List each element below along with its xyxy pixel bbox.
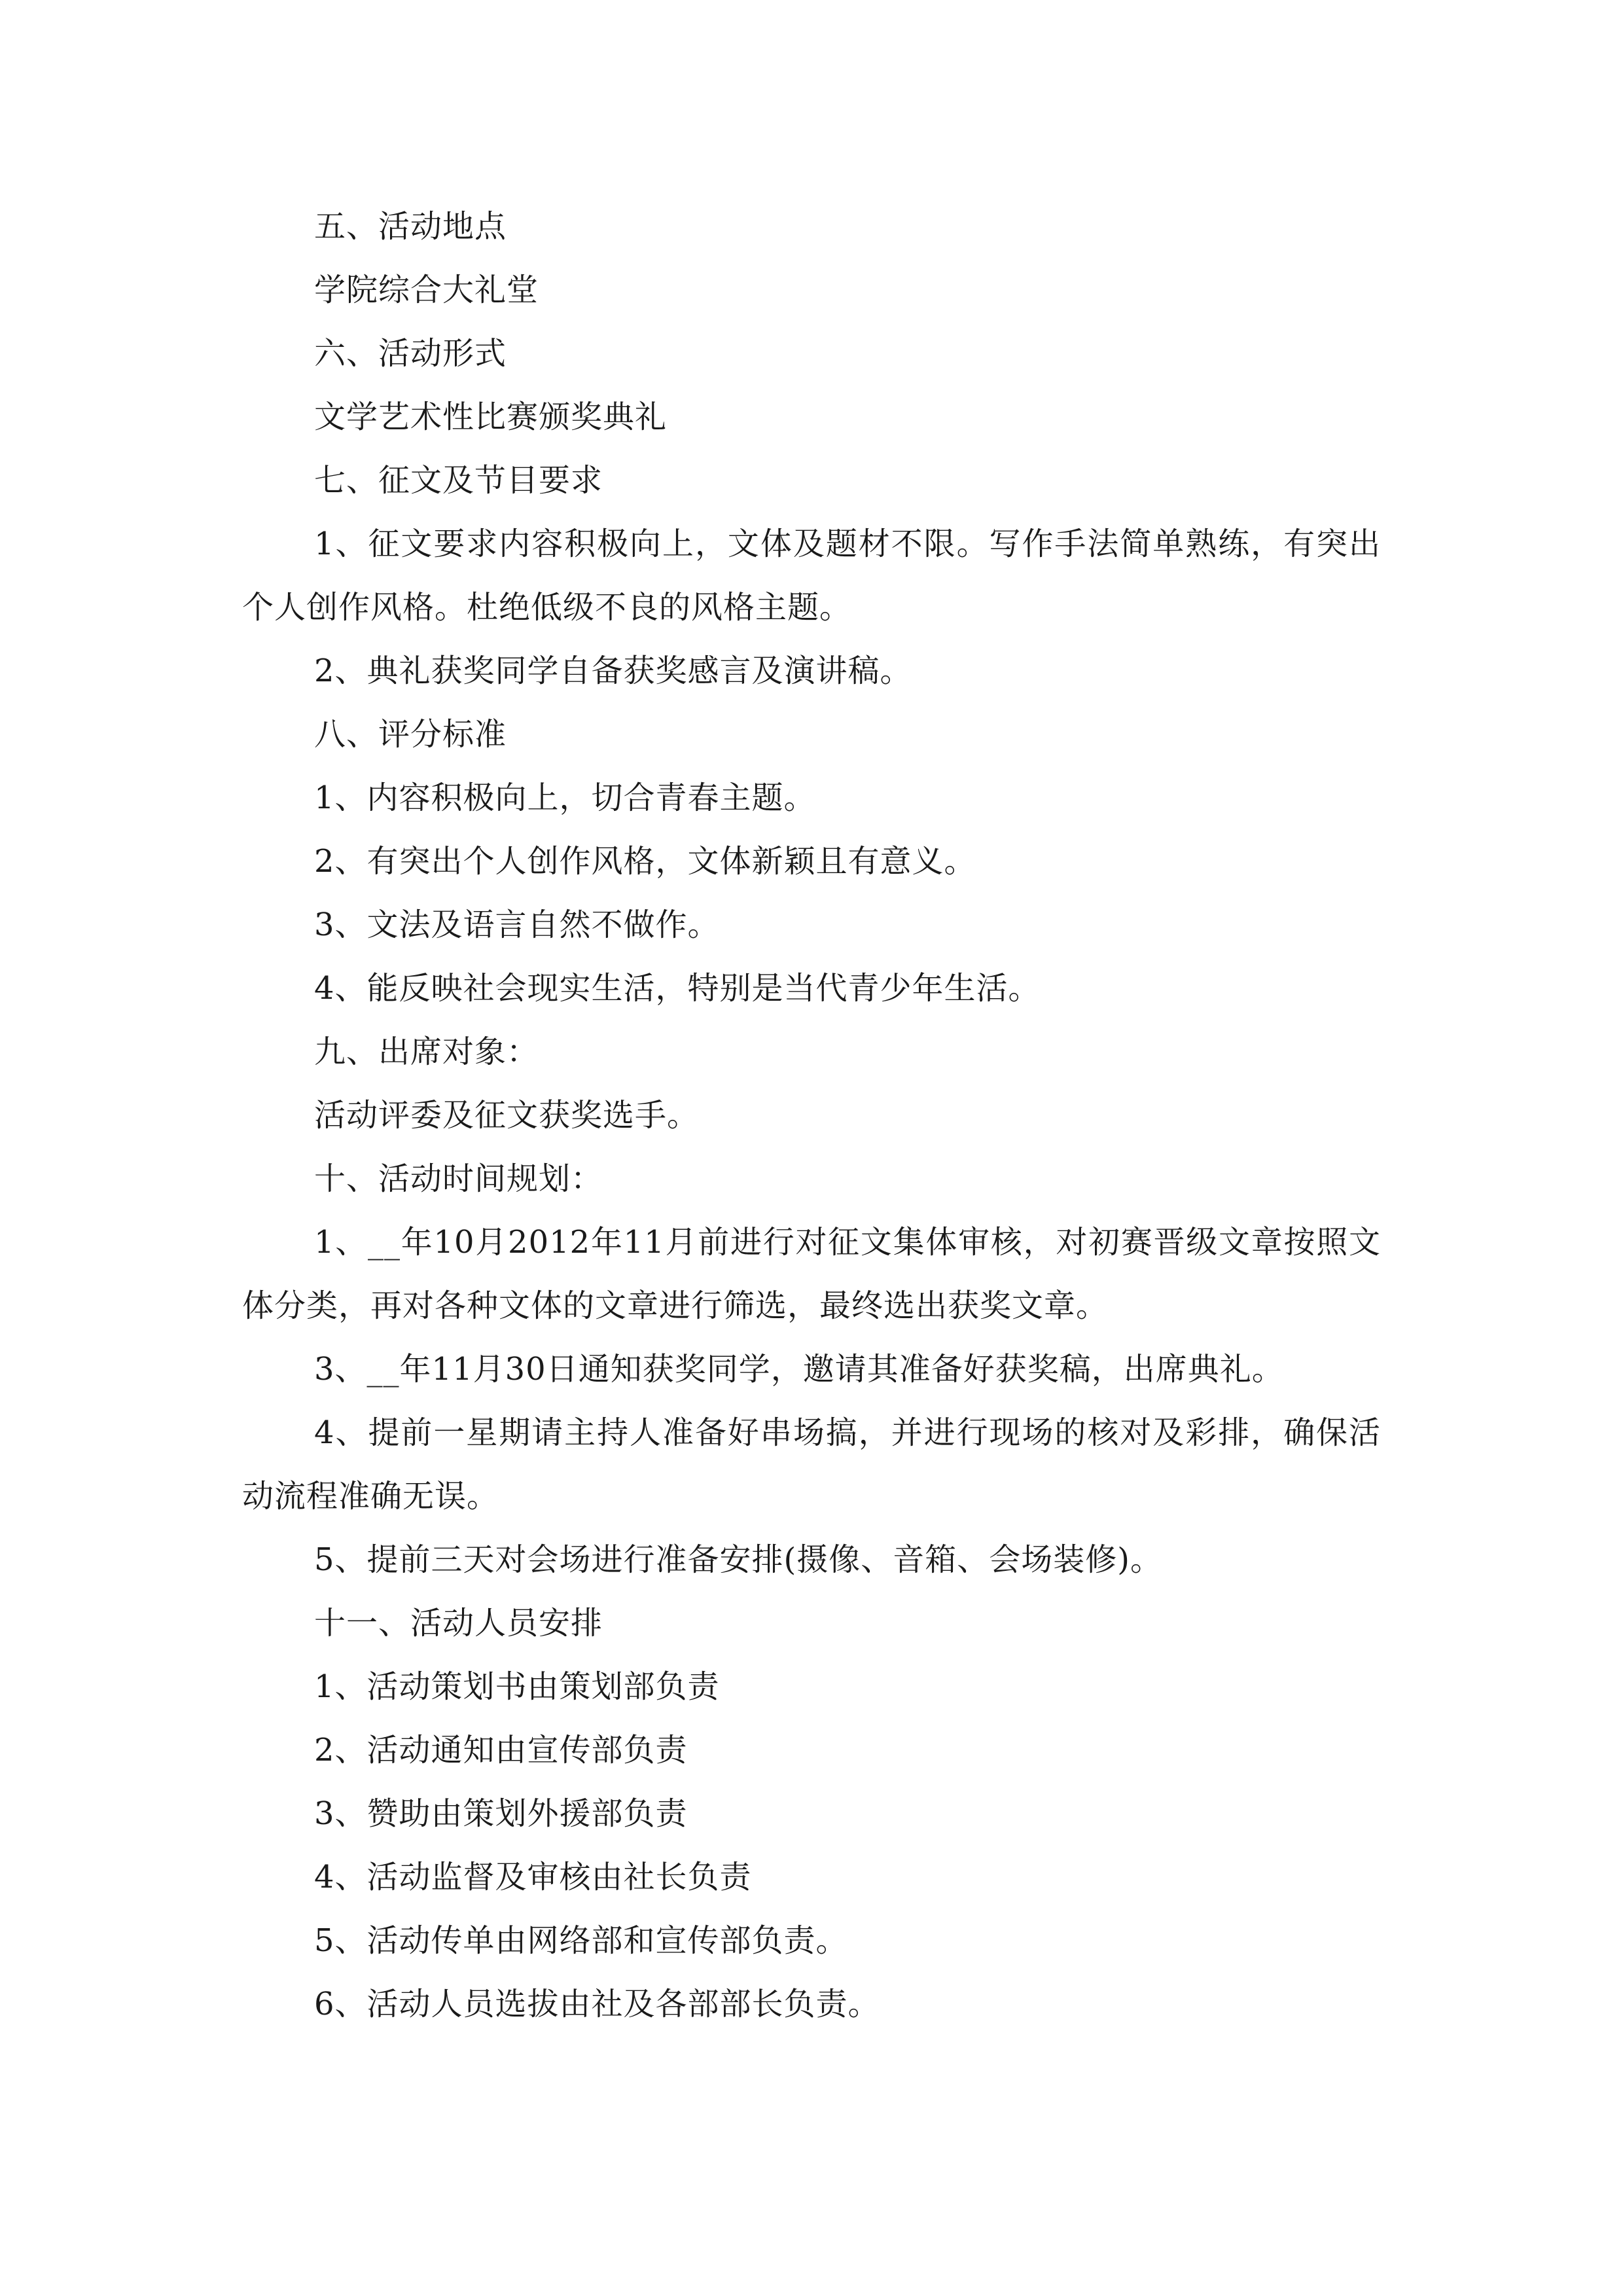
- heading-staffing: 十一、活动人员安排: [314, 1605, 603, 1641]
- paragraph: 5、活动传单由网络部和宣传部负责。: [314, 1922, 848, 1959]
- paragraph: 3、赞助由策划外援部负责: [314, 1795, 688, 1832]
- paragraph: 活动评委及征文获奖选手。: [314, 1097, 700, 1134]
- paragraph: 学院综合大礼堂: [314, 272, 539, 308]
- paragraph: 2、典礼获奖同学自备获奖感言及演讲稿。: [314, 653, 912, 689]
- paragraph: 1、__年10月2012年11月前进行对征文集体审核，对初赛晋级文章按照文体分类，再对各种文体的文章进行筛选，最终选出获奖文章。: [242, 1224, 1381, 1324]
- paragraph: 3、__年11月30日通知获奖同学，邀请其准备好获奖稿，出席典礼。: [314, 1351, 1284, 1388]
- document-body: [242, 195, 1381, 2036]
- paragraph: 文学艺术性比赛颁奖典礼: [314, 399, 668, 435]
- paragraph: 1、活动策划书由策划部负责: [314, 1668, 720, 1705]
- paragraph: 2、有突出个人创作风格，文体新颖且有意义。: [314, 843, 976, 880]
- heading-scoring: 八、评分标准: [314, 716, 507, 753]
- paragraph: 6、活动人员选拔由社及各部部长负责。: [314, 1986, 880, 2022]
- paragraph: 4、提前一星期请主持人准备好串场搞，并进行现场的核对及彩排，确保活动流程准确无误。: [242, 1414, 1381, 1515]
- paragraph: 1、内容积极向上，切合青春主题。: [314, 780, 816, 816]
- heading-format: 六、活动形式: [314, 335, 507, 372]
- heading-attendees: 九、出席对象：: [314, 1033, 539, 1070]
- heading-schedule: 十、活动时间规划：: [314, 1160, 603, 1197]
- paragraph: 5、提前三天对会场进行准备安排(摄像、音箱、会场装修)。: [314, 1541, 1162, 1578]
- heading-venue: 五、活动地点: [314, 208, 507, 245]
- paragraph: 2、活动通知由宣传部负责: [314, 1732, 688, 1768]
- paragraph: 3、文法及语言自然不做作。: [314, 906, 720, 943]
- paragraph: 4、活动监督及审核由社长负责: [314, 1859, 752, 1895]
- heading-requirements: 七、征文及节目要求: [314, 462, 603, 499]
- paragraph: 1、征文要求内容积极向上，文体及题材不限。写作手法简单熟练，有突出个人创作风格。杜绝低级不良的风格主题。: [242, 526, 1381, 626]
- paragraph: 4、能反映社会现实生活，特别是当代青少年生活。: [314, 970, 1041, 1007]
